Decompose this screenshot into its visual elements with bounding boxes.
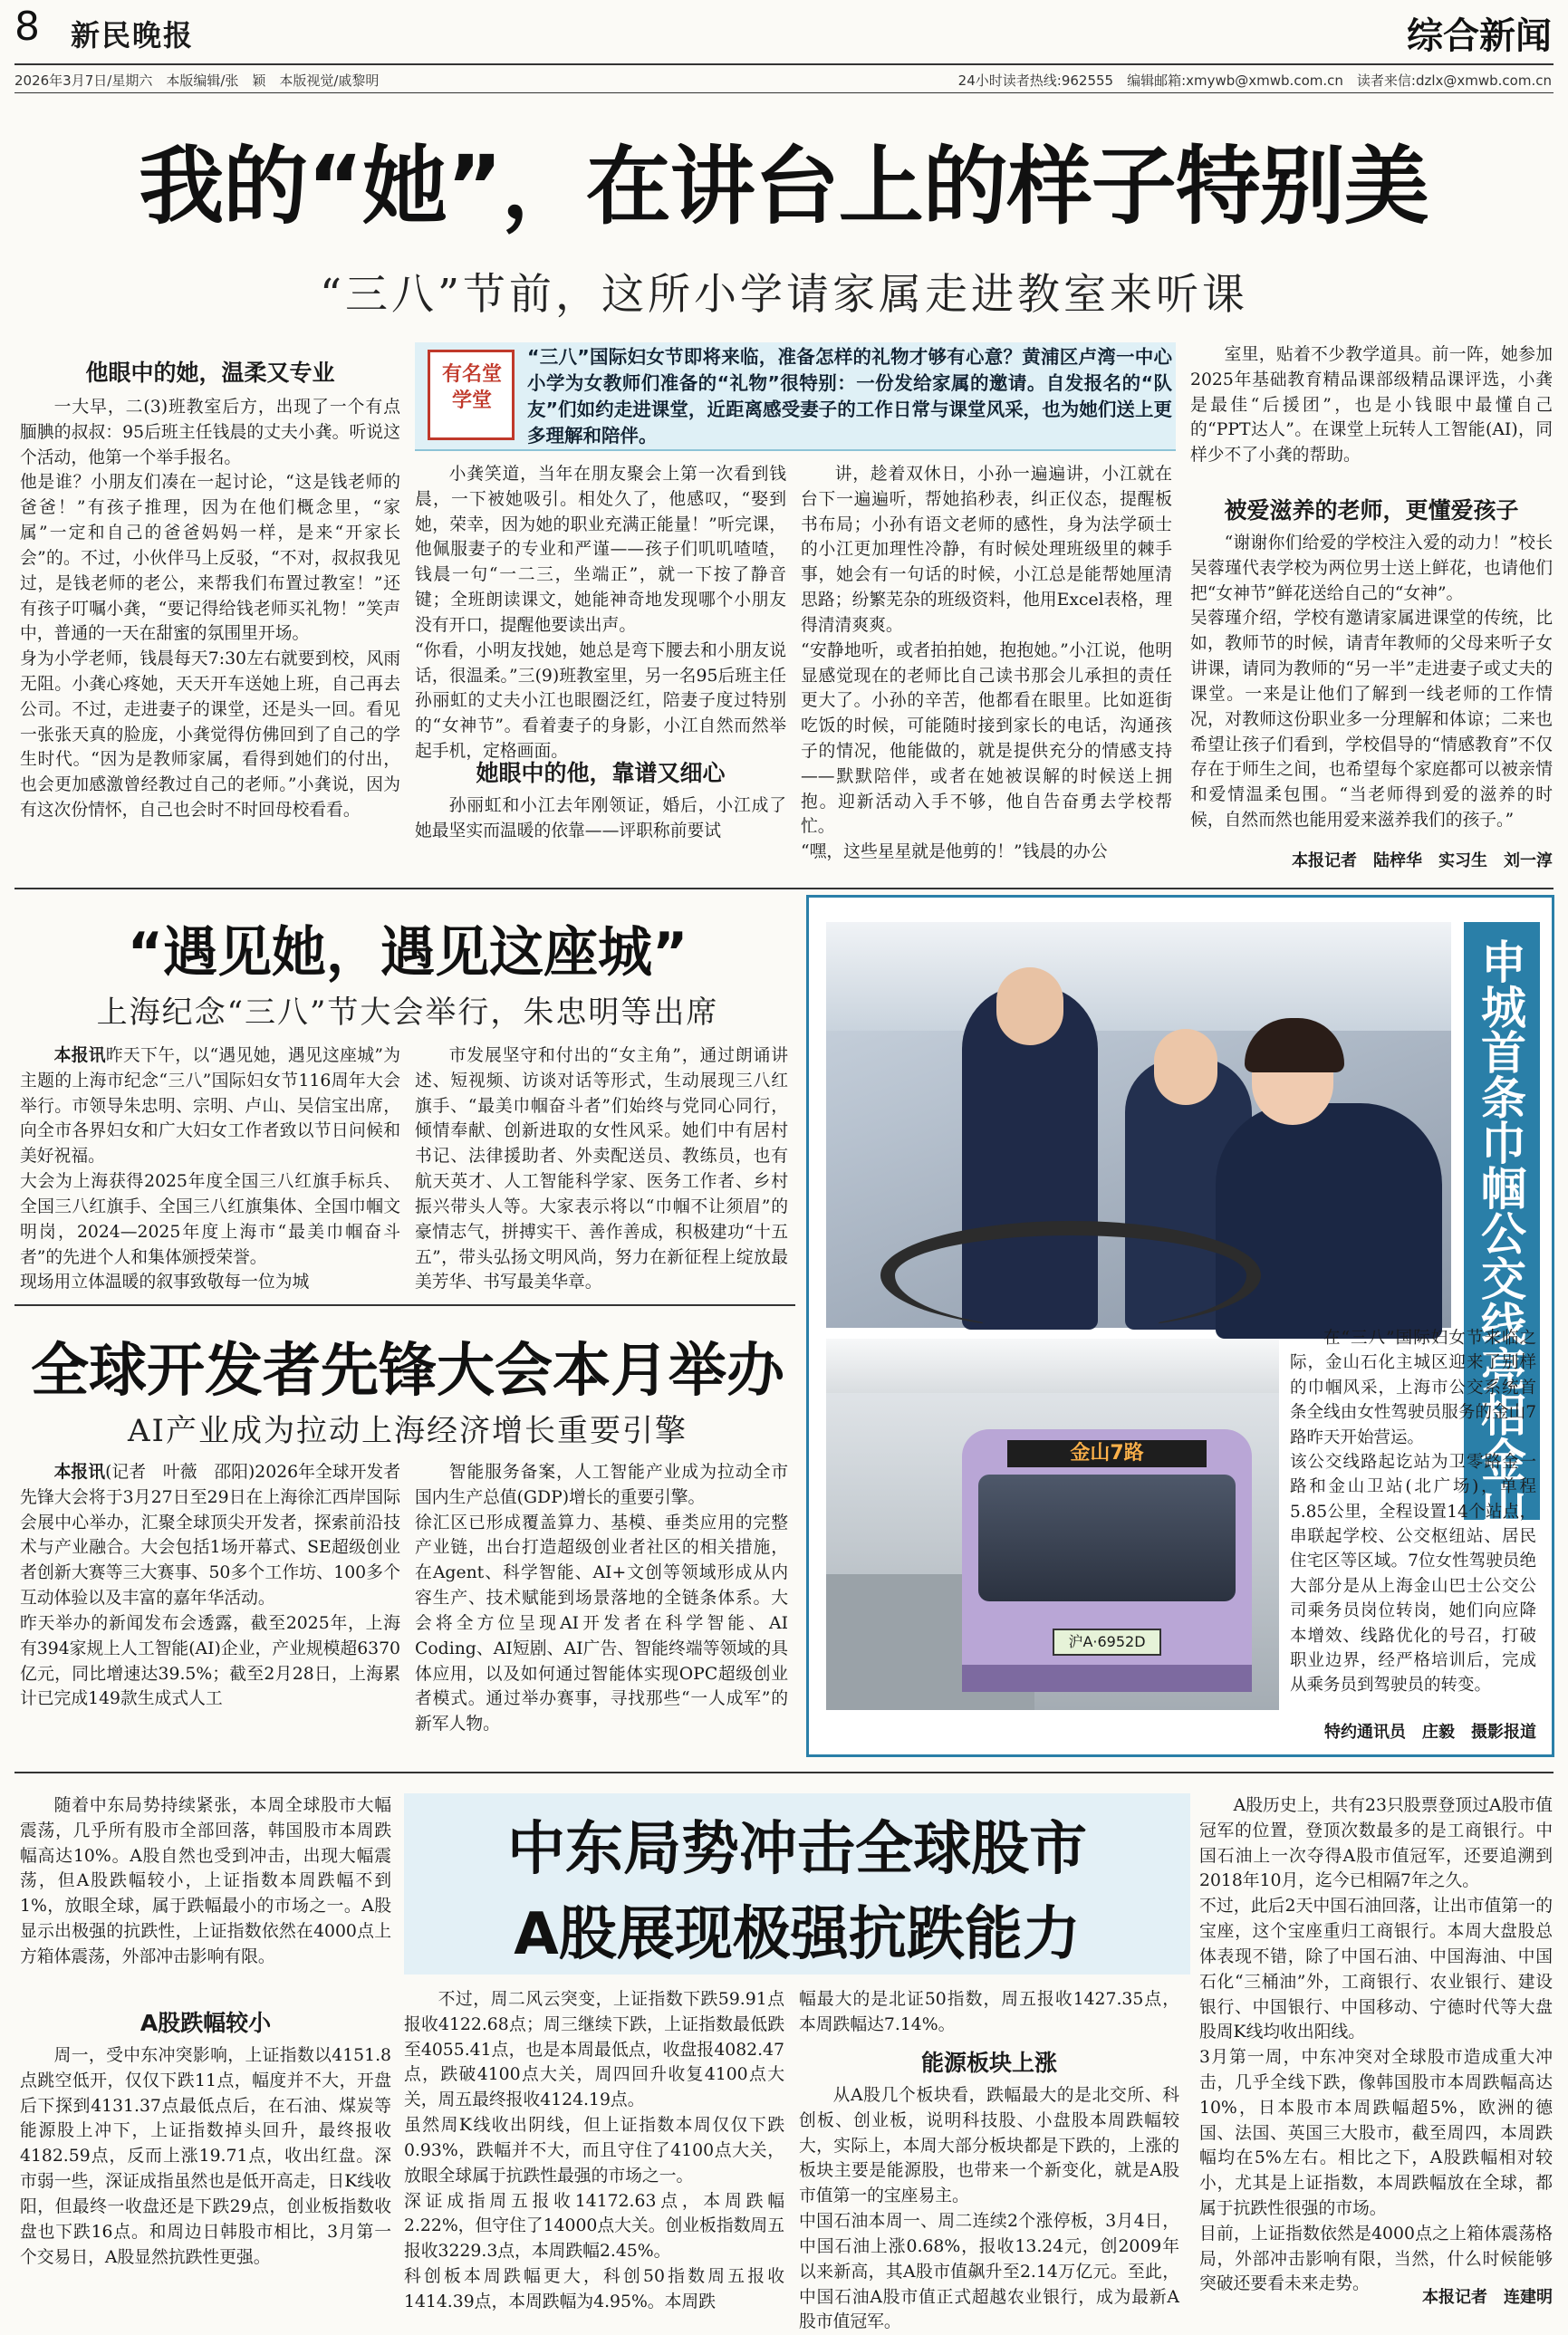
story1-col4b: “谢谢你们给爱的学校注入爱的动力！”校长吴蓉瑾代表学校为两位男士送上鲜花，也请他们把“女神节”鲜花送给自己的“女神”。 吴蓉瑾介绍，学校有邀请家属进课堂的传统，比如，教师节的时候，请青年教师的父母来听子女讲课，请同为教师的“另一半”走进妻子或丈夫的课堂。一来是让他们了解到一线老师的工作情况，对教师这份职业多一分理解和体谅；二来也希望让孩子们看到，学校倡导的“情感教育”不仅存在于师生之间，也希望每个家庭都可以被亲情和爱情温柔包围。“当老师得到爱的滋养的时候，自然而然也能用爱来滋养我们的孩子。” — [1190, 533, 1553, 830]
story5-col4: A股历史上，共有23只股票登顶过A股市值冠军的位置，登顶次数最多的是工商银行。中国石油上一次夺得A股市值冠军，还要追溯到2018年10月，迄今已相隔7年之久。 不过，此后2天中国石油回落，让出市值第一的宝座，这个宝座重归工商银行。本周大盘股总体表现不错，除了中国石油、中国海油、中国石化“三桶油”外，工商银行、农业银行、建设银行、中国银行、中国移动、宁德时代等大盘股周K线均收出阳线。 3月第一周，中东冲突对全球股市造成重大冲击，几乎全线下跌，像韩国股市本周跌幅高达10%，日本股市本周跌幅超5%，欧洲的德国、法国、英国三大股市，截至周四，本周跌幅均在5%左右。相比之下，A股跌幅相对较小，尤其是上证指数，本周跌幅放在全球，都属于抗跌性很强的市场。 目前，上证指数依然是4000点之上箱体震荡格局，外部冲击影响有限，当然，什么时候能够突破还要看未来走势。 — [1199, 1796, 1553, 2294]
story1-subhead: “三八”节前，这所小学请家属走进教室来听课 — [319, 270, 1249, 320]
paper-logo: 新民晚报 — [71, 18, 195, 53]
story1-col4a: 室里，贴着不少教学道具。前一阵，她参加2025年基础教育精品课部级精品课评选，小龚是最佳“后援团”，也是小钱眼中最懂自己的“PPT达人”。在课堂上玩转人工智能(AI)，同样少不了小龚的帮助。 — [1190, 345, 1553, 466]
story5-subheading-b: 能源板块上涨 — [920, 2050, 1057, 2076]
story3-lead: 本报讯 — [53, 1463, 106, 1482]
station-roof — [826, 1339, 1279, 1393]
driver-3 — [1216, 1103, 1442, 1339]
bus-route-sign: 金山7路 — [1007, 1440, 1207, 1467]
drivers-photo — [826, 922, 1451, 1328]
story2-subhead: 上海纪念“三八”节大会举行，朱忠明等出席 — [96, 995, 719, 1031]
story5-headline-2: A股展现极强抗跌能力 — [514, 1901, 1081, 1968]
story2-headline: “遇见她，遇见这座城” — [127, 921, 688, 985]
story5-col1b: 周一，受中东冲突影响，上证指数以4151.8点跳空低开，仅仅下跌11点，幅度并不大，开盘后下探到4131.37点最低点后，在石油、煤炭等能源股上冲下，上证指数掉头回升，最终报收4182.59点，反而上涨19.71点，收出红盘。深市弱一些，深证成指虽然也是低开高走，日K线收阳，但最终一收盘还是下跌29点，创业板指数收盘也下跌16点。和周边日韩股市相比，3月第一个交易日，A股显然抗跌性更强。 — [20, 2046, 391, 2267]
story5-byline: 本报记者 连建明 — [1422, 2288, 1553, 2307]
story1-subheading-b: 她眼中的他，靠谱又细心 — [476, 760, 726, 786]
story3-col1: 本报讯(记者 叶薇 邵阳)2026年全球开发者先锋大会将于3月27日至29日在上海徐汇西岸国际会展中心举办，汇聚全球顶尖开发者，探索前沿技术与产业融合。大会包括1场开幕式、SE超级创业者创新大赛等三大赛事、50多个工作坊、100多个互动体验以及丰富的嘉年华活动。 昨天举办的新闻发布会透露，截至2025年，上海有394家规上人工智能(AI)企业，产业规模超6370亿元，同比增速达39.5%；截至2月28日，上海累计已完成149款生成式人工 — [20, 1463, 401, 1709]
story2-bottom-rule — [14, 1304, 795, 1306]
bus-plate: 沪A·6952D — [1053, 1629, 1161, 1656]
story1-column-logo-text: 有名堂学堂 — [441, 362, 502, 412]
story5-subheading-a: A股跌幅较小 — [139, 2010, 272, 2036]
story5-headline-1: 中东局势冲击全球股市 — [507, 1816, 1087, 1883]
masthead-info-left: 2026年3月7日/星期六 本版编辑/张 颖 本版视觉/戚黎明 — [14, 72, 380, 89]
story4-credit: 特约通讯员 庄毅 摄影报道 — [1324, 1723, 1536, 1742]
bus-windshield — [978, 1475, 1236, 1601]
story4-caption: 在“三八”国际妇女节来临之际，金山石化主城区迎来了别样的巾帼风采，上海市公交系统首条全线由女性驾驶员服务的金山7路昨天开始营运。 该公交线路起讫站为卫零路金一路和金山卫站(北广场)，单程5.85公里，全程设置14个站点，串联起学校、公交枢纽站、居民住宅区等区域。7位女性驾驶员绝大部分是从上海金山巴士公交公司乘务员岗位转岗，她们向应降本增效、线路优化的号召，打破职业边界，经严格培训后，完成从乘务员到驾驶员的转变。 — [1290, 1329, 1536, 1696]
story3-col2: 智能服务备案，人工智能产业成为拉动全市国内生产总值(GDP)增长的重要引擎。 徐汇区已形成覆盖算力、基模、垂类应用的完整产业链，出台打造超级创业者社区的相关措施，在Agent、科学智能、AI+文创等领域形成从内容生产、技术赋能到场景落地的全链条体系。大会将全方位呈现AI开发者在科学智能、AI Coding、AI短剧、AI广告、智能终端等领域的具体应用，以及如何通过智能体实现OPC超级创业者模式。通过举办赛事，寻找那些“一人成军”的新军人物。 — [415, 1463, 788, 1734]
story1-col1: 一大早，二(3)班教室后方，出现了一个有点腼腆的叔叔：95后班主任钱晨的丈夫小龚。听说这个活动，他第一个举手报名。 他是谁？小朋友们凑在一起讨论，“这是钱老师的爸爸！”有孩子推理，因为在他们概念里，“家属”一定和自己的爸爸妈妈一样，是来“开家长会”的。不过，小伙伴马上反驳，“不对，叔叔我见过，是钱老师的老公，来帮我们布置过教室！”还有孩子叮嘱小龚，“要记得给钱老师买礼物！”笑声中，普通的一天在甜蜜的氛围里开场。 身为小学老师，钱晨每天7:30左右就要到校，风雨无阻。小龚心疼她，天天开车送她上班，自己再去公司。不过，走进妻子的课堂，还是头一回。看见一张张天真的脸庞，小龚觉得仿佛回到了自己的学生时代。“因为是教师家属，看得到她们的付出，也会更加感激曾经教过自己的老师。”小龚说，因为有这次份情怀，自己也会时不时回母校看看。 — [20, 398, 400, 820]
bus-photo — [826, 1339, 1279, 1710]
page-number: 8 — [14, 4, 40, 50]
story4-vertical-title: 申城首条巾帼公交线亮相金山 — [1474, 938, 1526, 1527]
story3-headline: 全球开发者先锋大会本月举办 — [31, 1338, 784, 1405]
story1-byline: 本报记者 陆梓华 实习生 刘一淳 — [1292, 851, 1553, 870]
driver-1-face — [996, 967, 1063, 1045]
story1-bottom-rule — [14, 888, 1554, 889]
story1-column-logo — [428, 350, 515, 440]
story1-headline: 我的“她”，在讲台上的样子特别美 — [139, 138, 1429, 236]
story5-col3b: 从A股几个板块看，跌幅最大的是北交所、科创板、创业板，说明科技股、小盘股本周跌幅较大，实际上，本周大部分板块都是下跌的，上涨的板块主要是能源股，也带来一个新变化，就是A股市值第一的宝座易主。 中国石油本周一、周二连续2个涨停板，3月4日，中国石油上涨0.68%，报收13.24元，创2009年以来新高，其A股市值飙升至2.14万亿元。至此，中国石油A股市值正式超越农业银行，成为最新A股市值冠军。 — [799, 2086, 1179, 2332]
story1-col3: 讲，趁着双休日，小孙一遍遍讲，小江就在台下一遍遍听，帮她掐秒表，纠正仪态，提醒板书布局；小孙有语文老师的感性，身为法学硕士的小江更加理性冷静，有时候处理班级里的棘手事，她会有一句话的时候，小江总是能帮她厘清思路；纷繁芜杂的班级资料，他用Excel表格，理得清清爽爽。 “安静地听，或者拍拍她，抱抱她。”小江说，他明显感觉现在的老师比自己读书那会儿承担的责任更大了。小孙的辛苦，他都看在眼里。比如逛街吃饭的时候，可能随时接到家长的电话，沟通孩子的情况，他能做的，就是提供充分的情感支持——默默陪伴，或者在她被误解的时候送上拥抱。迎新活动入手不够，他自告奋勇去学校帮忙。 “嘿，这些星星就是他剪的！”钱晨的办公 — [801, 465, 1172, 862]
story3-subhead: AI产业成为拉动上海经济增长重要引擎 — [128, 1413, 688, 1449]
masthead-rule — [14, 63, 1554, 65]
story1-col2a: 小龚笑道，当年在朋友聚会上第一次看到钱晨，一下被她吸引。相处久了，他感叹，“娶到她，荣幸，因为她的职业充满正能量！”听完课，他佩服妻子的专业和严谨——孩子们叽叽喳喳，钱晨一句“一二三，坐端正”，就一下按了静音键；全班朗读课文，她能神奇地发现哪个小朋友没有开口，提醒他要读出声。 “你看，小明友找她，她总是弯下腰去和小朋友说话，很温柔。”三(9)班教室里，另一名95后班主任孙丽虹的丈夫小江也眼圈泛红，陪妻子度过特别的“女神节”。看着妻子的身影，小江自然而然举起手机，定格画面。 — [415, 465, 786, 761]
driver-2-face — [1154, 1029, 1217, 1105]
story5-col2: 不过，周二风云突变，上证指数下跌59.91点报收4122.68点；周三继续下跌，上证指数最低跌至4055.41点，也是本周最低点，收盘报4082.47点，跌破4100点大关，周四回升收复4100点大关，周五最终报收4124.19点。 虽然周K线收出阴线，但上证指数本周仅仅下跌0.93%，跌幅并不大，而且守住了4100点大关，放眼全球属于抗跌性最强的市场之一。 深证成指周五报收14172.63点，本周跌幅2.22%，但守住了14000点大关。创业板指数周五报收3229.3点，本周跌幅2.45%。 科创板本周跌幅更大，科创50指数周五报收1414.39点，本周跌幅为4.95%。本周跌 — [404, 1990, 784, 2311]
section-title: 综合新闻 — [1407, 15, 1552, 57]
story1-col2b: 孙丽虹和小江去年刚领证，婚后，小江成了她最坚实而温暖的依靠——评职称前要试 — [415, 796, 786, 841]
story5-col1a: 随着中东局势持续紧张，本周全球股市大幅震荡，几乎所有股市全部回落，韩国股市本周跌幅高达10%。A股自然也受到冲击，出现大幅震荡，但A股跌幅较小，上证指数本周跌幅不到1%，放眼全球，属于跌幅最小的市场之一。A股显示出极强的抗跌性，上证指数依然在4000点上方箱体震荡，外部冲击影响有限。 — [20, 1796, 391, 1966]
story2-col1: 本报讯昨天下午，以“遇见她，遇见这座城”为主题的上海市纪念“三八”国际妇女节116周年大会举行。市领导朱忠明、宗明、卢山、吴信宝出席，向全市各界妇女和广大妇女工作者致以节日问候和美好祝福。 大会为上海获得2025年度全国三八红旗手标兵、全国三八红旗手、全国三八红旗集体、全国巾帼文明岗，2024—2025年度上海市“最美巾帼奋斗者”的先进个人和集体颁授荣誉。 现场用立体温暖的叙事致敬每一位为城 — [20, 1046, 401, 1292]
story5-col3a: 幅最大的是北证50指数，周五报收1427.35点，本周跌幅达7.14%。 — [799, 1990, 1179, 2034]
steering-wheel — [880, 1221, 1261, 1330]
masthead-info-right: 24小时读者热线:962555 编辑邮箱:xmywb@xmwb.com.cn 读者来信:dzlx@xmwb.com.cn — [957, 72, 1552, 89]
story1-intro: “三八”国际妇女节即将来临，准备怎样的礼物才够有心意？黄浦区卢湾一中心小学为女教师们准备的“礼物”很特别：一份发给家属的邀请。自发报名的“队友”们如约走进课堂，近距离感受妻子的工作日常与课堂风采，也为她们送上更多理解和陪伴。 — [527, 346, 1172, 447]
bus-bumper — [962, 1665, 1252, 1692]
story2-lead: 本报讯 — [53, 1046, 106, 1065]
story1-subheading-c: 被爱滋养的老师，更懂爱孩子 — [1224, 497, 1519, 524]
story1-subheading-a: 他眼中的她，温柔又专业 — [85, 360, 335, 386]
story4-bottom-rule — [14, 1772, 1554, 1773]
bus-window — [826, 922, 1451, 1031]
story2-col2: 市发展坚守和付出的“女主角”，通过朗诵讲述、短视频、访谈对话等形式，生动展现三八红旗手、“最美巾帼奋斗者”们始终与党同心同行，倾情奉献、创新进取的女性风采。她们中有居村书记、法律援助者、外卖配送员、教练员，也有航天英才、人工智能科学家、医务工作者、乡村振兴带头人等。大家表示将以“巾帼不让须眉”的豪情志气，拼搏实干、善作善成，积极建功“十五五”，带头弘扬文明风尚，努力在新征程上绽放最美芳华、书写最美华章。 — [415, 1046, 788, 1292]
masthead-rule-thin — [14, 92, 1554, 93]
